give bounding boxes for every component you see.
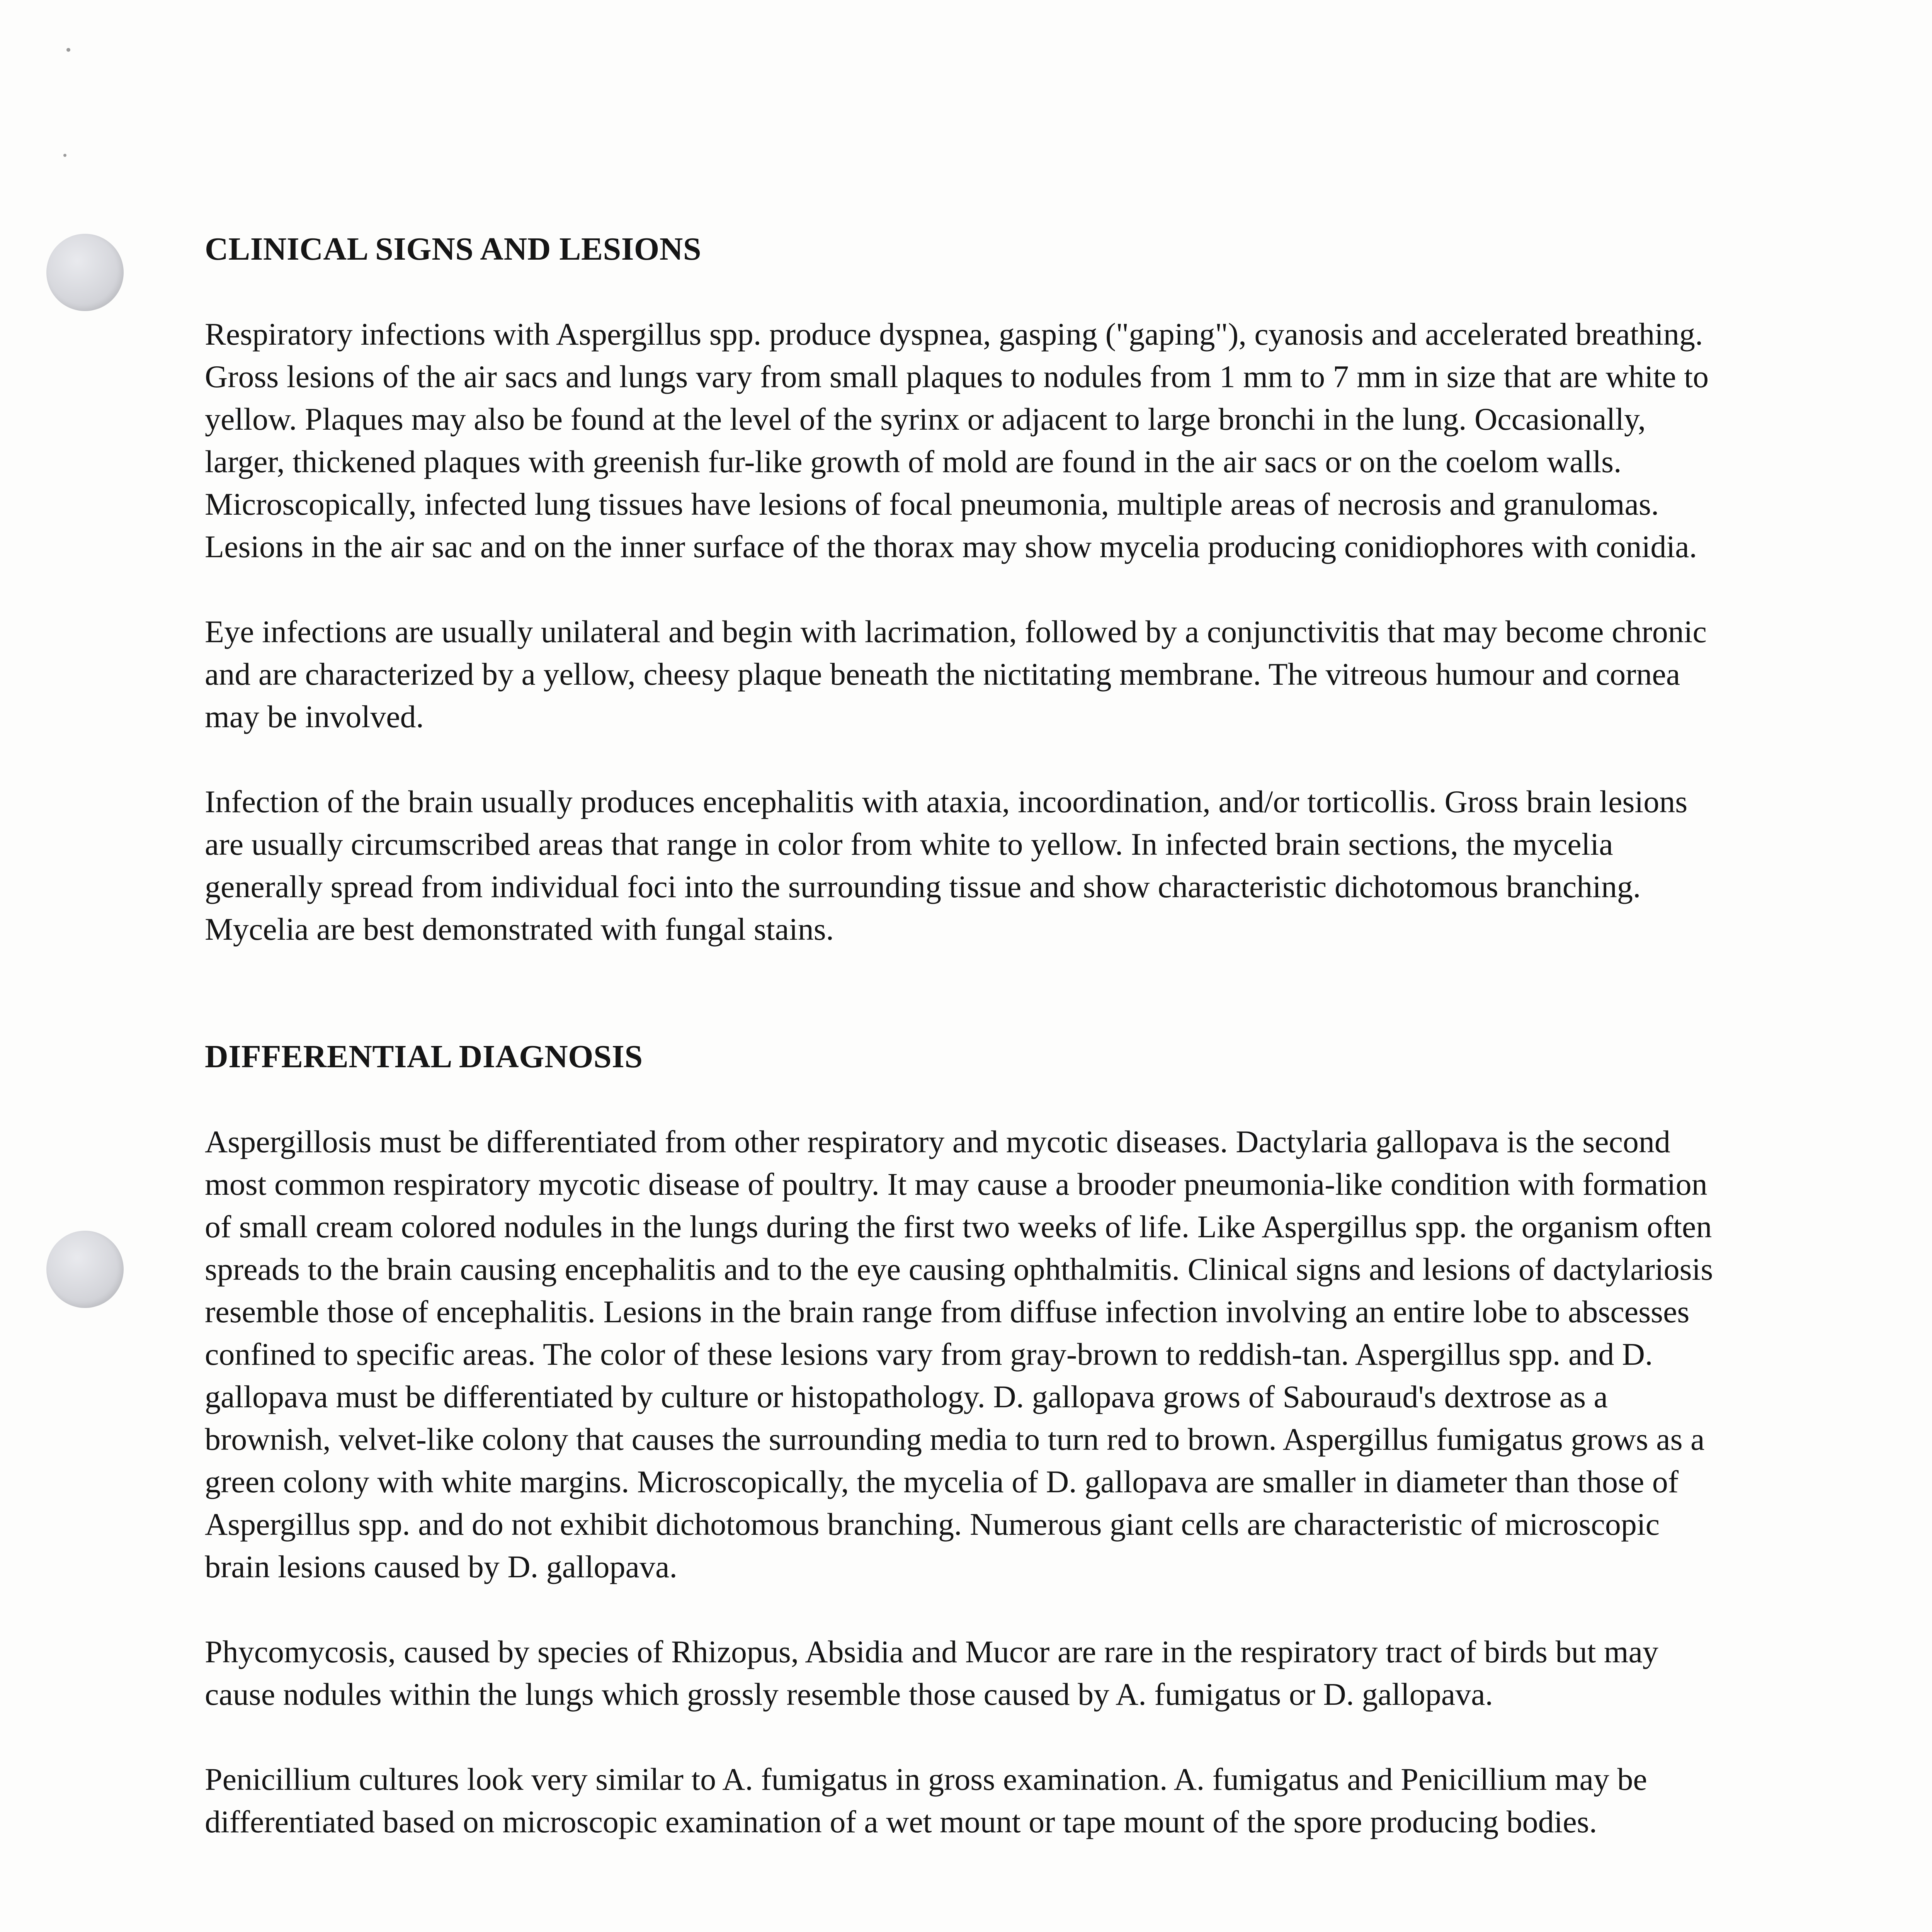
paragraph-respiratory-infections: Respiratory infections with Aspergillus spp. produce dyspnea, gasping ("gaping"), cyanosis and accelerated breathing. Gross lesions of the air sacs and lungs vary from small plaques to nodules from 1 mm to 7 mm in size that are white to yellow. Plaques may also be found at the level of the syrinx or adjacent to large bronchi in the lung. Occasionally, larger, thickened plaques with greenish fur-like growth of mold are found in the air sacs or on the coelom walls. Microscopically, infected lung tissues have lesions of focal pneumonia, multiple areas of necrosis and granulomas. Lesions in the air sac and on the inner surface of the thorax may show mycelia producing conidiophores with conidia. bbox=[205, 316, 1709, 564]
scan-speck bbox=[63, 154, 66, 157]
paragraph-phycomycosis: Phycomycosis, caused by species of Rhizopus, Absidia and Mucor are rare in the respiratory tract of birds but may cause nodules within the lungs which grossly resemble those caused by A. fumigatus or D. gallopava. bbox=[205, 1634, 1658, 1712]
paragraph-brain-infection: Infection of the brain usually produces encephalitis with ataxia, incoordination, and/or torticollis. Gross brain lesions are usually circumscribed areas that range in color from white to yellow. In infected brain sections, the mycelia generally spread from individual foci into the surrounding tissue and show characteristic dichotomous branching. Mycelia are best demonstrated with fungal stains. bbox=[205, 784, 1688, 947]
paragraph-aspergillosis-differentiation: Aspergillosis must be differentiated from other respiratory and mycotic diseases. Dactylaria gallopava is the second most common respiratory mycotic disease of poultry. It may cause a brooder pneumonia-like condition with formation of small cream colored nodules in the lungs during the first two weeks of life. Like Aspergillus spp. the organism often spreads to the brain causing encephalitis and to the eye causing ophthalmitis. Clinical signs and lesions of dactylariosis resemble those of encephalitis. Lesions in the brain range from diffuse infection involving an entire lobe to abscesses confined to specific areas. The color of these lesions vary from gray-brown to reddish-tan. Aspergillus spp. and D. gallopava must be differentiated by culture or histopathology. D. gallopava grows of Sabouraud's dextrose as a brownish, velvet-like colony that causes the surrounding media to turn red to brown. Aspergillus fumigatus grows as a green colony with white margins. Microscopically, the mycelia of D. gallopava are smaller in diameter than those of Aspergillus spp. and do not exhibit dichotomous branching. Numerous giant cells are characteristic of microscopic brain lesions caused by D. gallopava. bbox=[205, 1124, 1713, 1584]
scan-speck bbox=[66, 48, 70, 52]
paragraph-eye-infections: Eye infections are usually unilateral and begin with lacrimation, followed by a conjunctivitis that may become chronic and are characterized by a yellow, cheesy plaque beneath the nictitating membrane. The vitreous humour and cornea may be involved. bbox=[205, 614, 1707, 734]
punch-hole bbox=[46, 234, 124, 311]
section-heading-differential-diagnosis: DIFFERENTIAL DIAGNOSIS bbox=[205, 1039, 643, 1075]
paragraph-penicillium: Penicillium cultures look very similar to A. fumigatus in gross examination. A. fumigatus and Penicillium may be differentiated based on microscopic examination of a wet mount or tape mount of the spore producing bodies. bbox=[205, 1762, 1647, 1839]
punch-hole bbox=[46, 1231, 124, 1308]
section-heading-clinical-signs: CLINICAL SIGNS AND LESIONS bbox=[205, 231, 702, 267]
document-body bbox=[205, 228, 1719, 1843]
